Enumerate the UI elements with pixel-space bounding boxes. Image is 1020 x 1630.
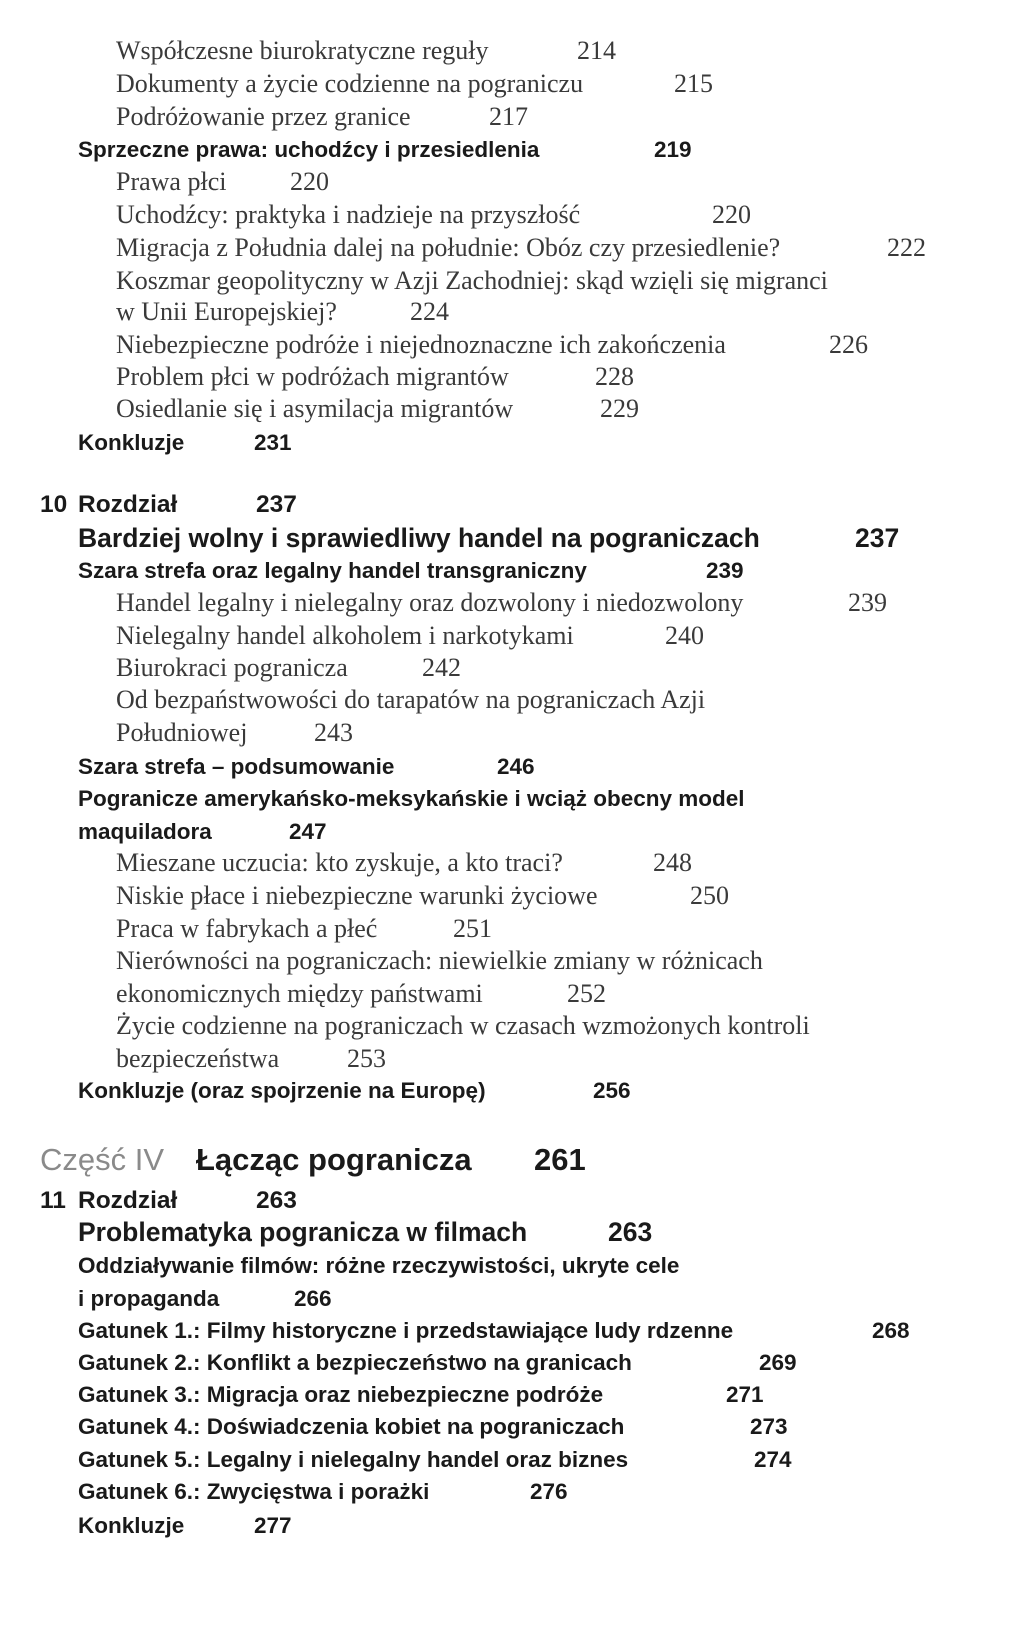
toc-section-oddzialywanie-cont	[78, 1288, 219, 1311]
entry-title: Migracja z Południa dalej na południe: Obóz czy przesiedlenie?	[116, 233, 781, 262]
entry-title-line2: w Unii Europejskiej?	[116, 297, 337, 326]
toc-section-konkluzje	[78, 432, 184, 455]
toc-entry-praca-w-fabrykach	[116, 916, 377, 942]
section-title-line1: Oddziaływanie filmów: różne rzeczywistości, ukryte cele	[78, 1253, 680, 1278]
toc-entry-nierownosci-cont	[116, 981, 483, 1007]
entry-title: Handel legalny i nielegalny oraz dozwolony i niedozwolony	[116, 588, 744, 617]
toc-section-gatunek-2	[78, 1352, 632, 1375]
toc-chapter-10	[40, 493, 67, 518]
section-title: Gatunek 2.: Konflikt a bezpieczeństwo na granicach	[78, 1350, 632, 1375]
entry-title: Problem płci w podróżach migrantów	[116, 362, 509, 391]
section-title: Gatunek 6.: Zwycięstwa i porażki	[78, 1479, 430, 1504]
chapter-label: Rozdział	[78, 491, 178, 518]
page-number: 229	[600, 394, 639, 423]
entry-title-line2: ekonomicznych między państwami	[116, 979, 483, 1008]
page-number: 269	[759, 1350, 797, 1375]
page-number: 277	[254, 1513, 292, 1538]
chapter-title-text: Problematyka pogranicza w filmach	[78, 1217, 528, 1247]
toc-entry-osiedlanie	[116, 396, 513, 422]
toc-entry-problem-plci	[116, 364, 509, 390]
entry-title: Niebezpieczne podróże i niejednoznaczne ich zakończenia	[116, 330, 726, 359]
entry-title: Prawa płci	[116, 167, 227, 196]
entry-title: Biurokraci pogranicza	[116, 653, 348, 682]
toc-section-pogranicze-amerykanskie-cont	[78, 821, 212, 844]
entry-title: Uchodźcy: praktyka i nadzieje na przyszłość	[116, 200, 581, 229]
toc-section-gatunek-1	[78, 1320, 733, 1343]
page-number: 268	[872, 1318, 910, 1343]
entry-title-line1: Od bezpaństwowości do tarapatów na pograniczach Azji	[116, 685, 706, 714]
toc-entry-koszmar-geopolityczny-cont	[116, 299, 337, 325]
entry-title: Mieszane uczucia: kto zyskuje, a kto traci?	[116, 848, 563, 877]
toc-entry-uchodzcy	[116, 202, 580, 228]
entry-title-line1: Nierówności na pograniczach: niewielkie zmiany w różnicach	[116, 946, 763, 975]
section-title: Konkluzje	[78, 430, 185, 455]
part-title: Łącząc pogranicza	[196, 1142, 472, 1177]
chapter-title-text: Bardziej wolny i sprawiedliwy handel na pograniczach	[78, 523, 760, 553]
entry-title: Praca w fabrykach a płeć	[116, 914, 378, 943]
section-title: Konkluzje	[78, 1513, 185, 1538]
entry-title: Podróżowanie przez granice	[116, 102, 411, 131]
page-number: 250	[690, 881, 729, 910]
entry-title: Dokumenty a życie codzienne na pograniczu	[116, 69, 584, 98]
page-number: 263	[256, 1187, 297, 1214]
entry-title: Nielegalny handel alkoholem i narkotykami	[116, 621, 574, 650]
page-number: 219	[654, 137, 692, 162]
page-number: 220	[290, 167, 329, 196]
toc-entry-niebezpieczne-podroze	[116, 332, 726, 358]
page-number: 214	[577, 36, 616, 65]
toc-entry-podrozowanie	[116, 104, 411, 130]
toc-entry-bezpanstwowosc	[116, 687, 705, 713]
page-number: 247	[289, 819, 327, 844]
section-title: Gatunek 4.: Doświadczenia kobiet na pograniczach	[78, 1414, 625, 1439]
page-number: 217	[489, 102, 528, 131]
section-title: Gatunek 1.: Filmy historyczne i przedstawiające ludy rdzenne	[78, 1318, 734, 1343]
page-number: 266	[294, 1286, 332, 1311]
section-title-line2: maquiladora	[78, 819, 212, 844]
toc-section-gatunek-5	[78, 1449, 628, 1472]
entry-title-line1: Koszmar geopolityczny w Azji Zachodniej: skąd wzięli się migranci	[116, 266, 828, 295]
toc-section-gatunek-6	[78, 1481, 429, 1504]
toc-section-konkluzje-2	[78, 1515, 184, 1538]
entry-title-line1: Życie codzienne na pograniczach w czasach wzmożonych kontroli	[116, 1011, 810, 1040]
entry-title: Niskie płace i niebezpieczne warunki życiowe	[116, 881, 598, 910]
page-number: 263	[608, 1217, 653, 1247]
toc-entry-dokumenty	[116, 71, 583, 97]
entry-title-line2: Południowej	[116, 718, 248, 747]
page-number: 256	[593, 1078, 631, 1103]
page-number: 215	[674, 69, 713, 98]
toc-entry-bezpanstwowosc-cont	[116, 720, 247, 746]
toc-entry-zycie-codzienne-cont	[116, 1046, 279, 1072]
entry-title: Współczesne biurokratyczne reguły	[116, 36, 489, 65]
toc-entry-koszmar-geopolityczny	[116, 268, 828, 294]
page-number: 228	[595, 362, 634, 391]
toc-section-gatunek-3	[78, 1384, 603, 1407]
page-number: 226	[829, 330, 868, 359]
page-number: 271	[726, 1382, 764, 1407]
section-title: Gatunek 3.: Migracja oraz niebezpieczne podróże	[78, 1382, 604, 1407]
toc-entry-biurokraci	[116, 655, 348, 681]
toc-entry-migracja-z-poludnia	[116, 235, 780, 261]
chapter-label: Rozdział	[78, 1187, 178, 1214]
toc-section-sprzeczne-prawa	[78, 139, 539, 162]
page-number: 242	[422, 653, 461, 682]
toc-section-szara-strefa	[78, 560, 587, 583]
section-title-line1: Pogranicze amerykańsko-meksykańskie i wciąż obecny model	[78, 786, 745, 811]
section-title: Szara strefa oraz legalny handel transgraniczny	[78, 558, 587, 583]
section-title: Gatunek 5.: Legalny i nielegalny handel oraz biznes	[78, 1447, 629, 1472]
chapter-number: 11	[40, 1187, 66, 1214]
page-number: 261	[534, 1142, 586, 1177]
page-number: 252	[567, 979, 606, 1008]
toc-entry-nierownosci	[116, 948, 763, 974]
chapter-title	[78, 525, 760, 552]
toc-entry-mieszane-uczucia	[116, 850, 563, 876]
page-number: 239	[706, 558, 744, 583]
section-title-line2: i propaganda	[78, 1286, 220, 1311]
toc-entry-zycie-codzienne	[116, 1013, 810, 1039]
chapter-number: 10	[40, 491, 68, 518]
toc-section-pogranicze-amerykanskie	[78, 788, 745, 811]
page-number: 273	[750, 1414, 788, 1439]
page-number: 222	[887, 233, 926, 262]
entry-title: Osiedlanie się i asymilacja migrantów	[116, 394, 514, 423]
page-number: 239	[848, 588, 887, 617]
toc-entry-biurokratyczne-reguly	[116, 38, 489, 64]
page-number: 231	[254, 430, 292, 455]
section-title: Sprzeczne prawa: uchodźcy i przesiedlenia	[78, 137, 540, 162]
toc-entry-prawa-plci	[116, 169, 226, 195]
part-label: Część IV	[40, 1142, 165, 1177]
toc-chapter-11	[40, 1189, 66, 1214]
toc-entry-nielegalny-handel	[116, 623, 574, 649]
page-number: 237	[256, 491, 297, 518]
chapter-title	[78, 1219, 527, 1246]
section-title: Szara strefa – podsumowanie	[78, 754, 395, 779]
toc-entry-niskie-place	[116, 883, 598, 909]
section-title: Konkluzje (oraz spojrzenie na Europę)	[78, 1078, 486, 1103]
page-number: 220	[712, 200, 751, 229]
page-number: 237	[855, 523, 900, 553]
page-number: 276	[530, 1479, 568, 1504]
page-number: 246	[497, 754, 535, 779]
toc-section-gatunek-4	[78, 1416, 624, 1439]
toc-section-oddzialywanie	[78, 1255, 679, 1278]
toc-section-podsumowanie	[78, 756, 394, 779]
toc-section-konkluzje-europa	[78, 1080, 486, 1103]
page-number: 240	[665, 621, 704, 650]
entry-title-line2: bezpieczeństwa	[116, 1044, 280, 1073]
page-number: 253	[347, 1044, 386, 1073]
toc-entry-handel-legalny	[116, 590, 743, 616]
page-number: 251	[453, 914, 492, 943]
page-number: 224	[410, 297, 449, 326]
page-number: 243	[314, 718, 353, 747]
page-number: 274	[754, 1447, 792, 1472]
page-number: 248	[653, 848, 692, 877]
